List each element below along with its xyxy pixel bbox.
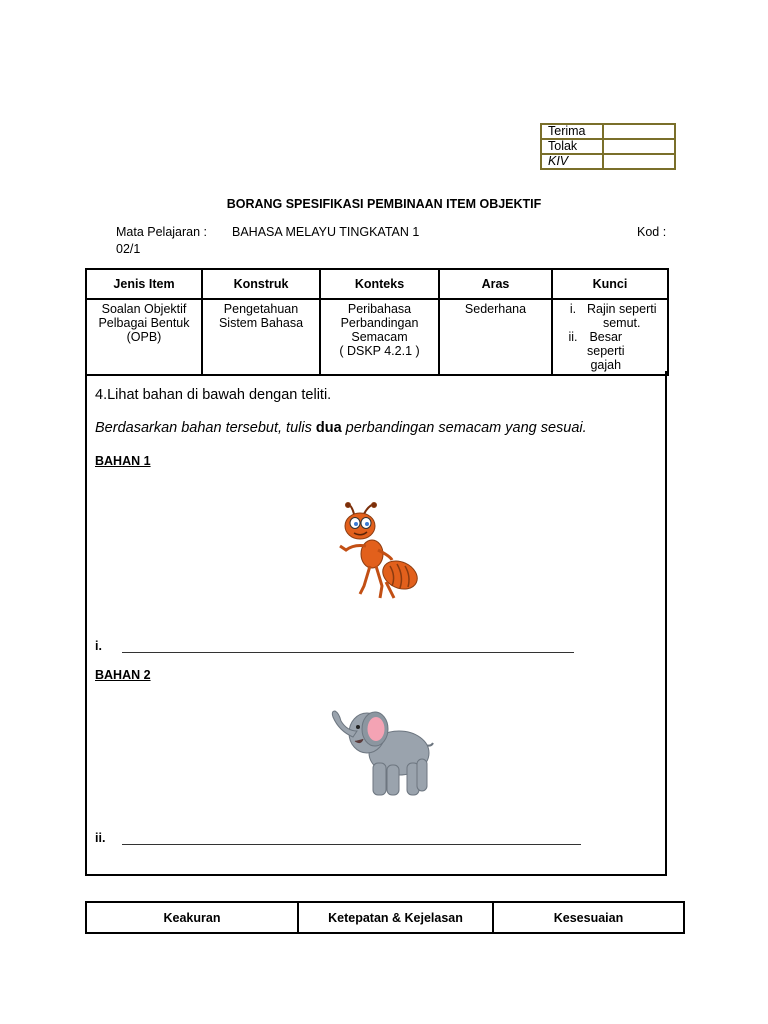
konteks-line: Perbandingan bbox=[340, 316, 419, 330]
konteks-line: ( DSKP 4.2.1 ) bbox=[339, 344, 420, 358]
kunci-number: i. bbox=[569, 302, 577, 316]
ant-image bbox=[334, 502, 422, 602]
header-kunci: Kunci bbox=[552, 269, 668, 299]
header-keakuran: Keakuran bbox=[86, 902, 298, 933]
answer-1-label: i. bbox=[95, 639, 102, 653]
header-kesesuaian: Kesesuaian bbox=[493, 902, 684, 933]
kod-value: 02/1 bbox=[116, 242, 141, 256]
status-box bbox=[540, 123, 676, 170]
jenis-item-line: (OPB) bbox=[126, 330, 162, 344]
konstruk-line: Sistem Bahasa bbox=[218, 316, 304, 330]
answer-1-line[interactable] bbox=[122, 652, 574, 653]
jenis-item-cell bbox=[86, 299, 202, 375]
kunci-line: gajah bbox=[590, 358, 622, 372]
answer-2-line[interactable] bbox=[122, 844, 581, 845]
kunci-line: Besar bbox=[589, 330, 623, 344]
header-jenis-item: Jenis Item bbox=[86, 269, 202, 299]
status-tolak-value[interactable] bbox=[603, 139, 675, 154]
mata-pelajaran-value: BAHASA MELAYU TINGKATAN 1 bbox=[232, 225, 420, 239]
header-konteks: Konteks bbox=[320, 269, 439, 299]
page-title: BORANG SPESIFIKASI PEMBINAAN ITEM OBJEKTIF bbox=[226, 197, 542, 211]
header-konstruk: Konstruk bbox=[202, 269, 320, 299]
status-kiv-label: KIV bbox=[541, 154, 603, 169]
aras-cell bbox=[439, 299, 552, 375]
status-terima-label: Terima bbox=[541, 124, 603, 139]
answer-2-label: ii. bbox=[95, 831, 106, 845]
instruction-bold: dua bbox=[315, 420, 342, 436]
konstruk-line: Pengetahuan bbox=[223, 302, 299, 316]
instruction-part: Berdasarkan bahan tersebut, tulis bbox=[95, 420, 316, 436]
kunci-line: Rajin seperti bbox=[587, 302, 657, 316]
evaluation-table bbox=[85, 901, 685, 934]
konteks-line: Semacam bbox=[351, 330, 408, 344]
question-instruction bbox=[95, 420, 587, 436]
konteks-cell bbox=[320, 299, 439, 375]
kunci-item bbox=[555, 302, 665, 330]
kunci-number: ii. bbox=[568, 330, 578, 344]
question-box bbox=[85, 371, 667, 876]
jenis-item-line: Pelbagai Bentuk bbox=[98, 316, 190, 330]
kunci-line: seperti bbox=[587, 344, 625, 358]
aras-value: Sederhana bbox=[464, 302, 527, 316]
spec-table bbox=[85, 268, 669, 376]
question-prompt: 4.Lihat bahan di bawah dengan teliti. bbox=[95, 387, 332, 403]
konteks-line: Peribahasa bbox=[347, 302, 412, 316]
status-terima-value[interactable] bbox=[603, 124, 675, 139]
mata-pelajaran-label: Mata Pelajaran : bbox=[116, 225, 208, 239]
status-kiv-value[interactable] bbox=[603, 154, 675, 169]
kod-label: Kod : bbox=[637, 225, 667, 239]
kunci-cell bbox=[552, 299, 668, 375]
header-aras: Aras bbox=[439, 269, 552, 299]
instruction-part: perbandingan semacam yang sesuai. bbox=[341, 420, 587, 436]
kunci-item bbox=[555, 330, 665, 372]
kunci-line: semut. bbox=[602, 316, 641, 330]
status-tolak-label: Tolak bbox=[541, 139, 603, 154]
elephant-image bbox=[319, 701, 437, 801]
konstruk-cell bbox=[202, 299, 320, 375]
bahan-1-label: BAHAN 1 bbox=[95, 454, 151, 468]
jenis-item-line: Soalan Objektif bbox=[101, 302, 187, 316]
bahan-2-label: BAHAN 2 bbox=[95, 668, 151, 682]
header-ketepatan-kejelasan: Ketepatan & Kejelasan bbox=[298, 902, 493, 933]
